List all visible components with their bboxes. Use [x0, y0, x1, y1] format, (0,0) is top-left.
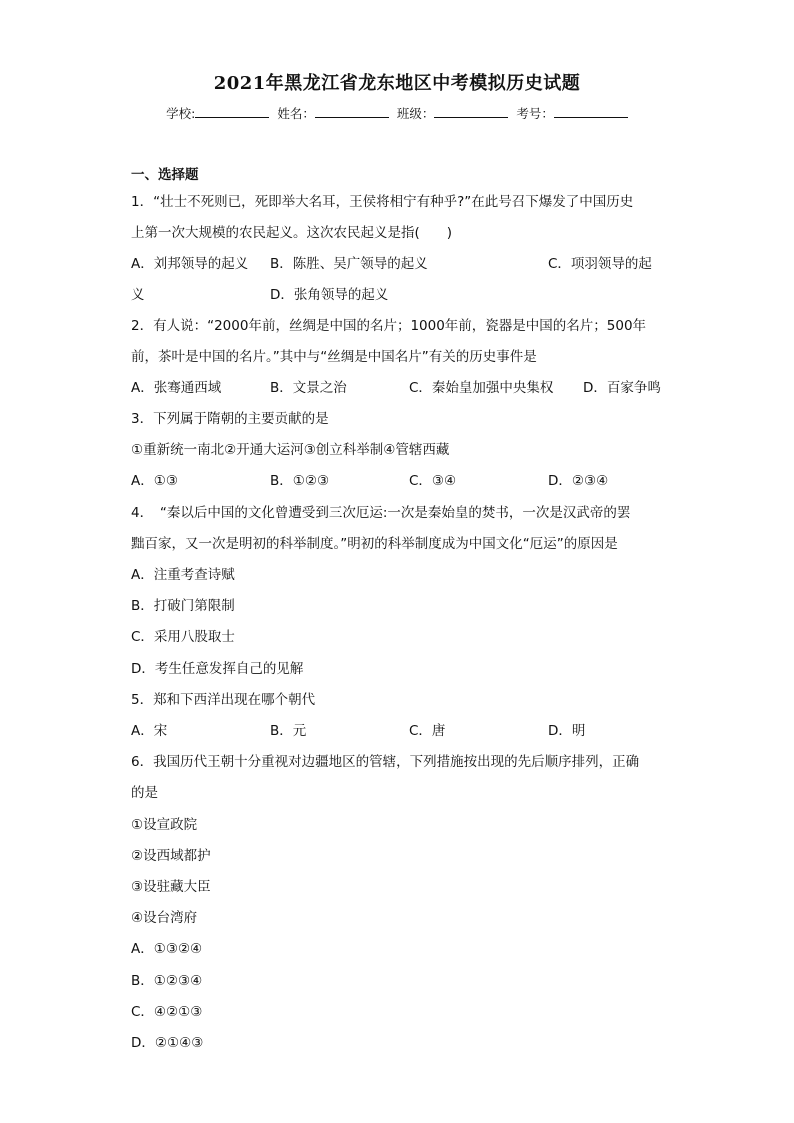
question-6-option-d: D．②①④③	[131, 1035, 204, 1051]
school-label: 学校:	[166, 106, 196, 121]
question-3-option-c: C．③④	[409, 473, 457, 489]
question-4-option-b: B．打破门第限制	[131, 598, 235, 614]
question-6-line-1: 6．我国历代王朝十分重视对边疆地区的管辖，下列措施按出现的先后顺序排列，正确	[131, 754, 640, 770]
question-6-line-2: 的是	[131, 785, 158, 801]
question-1-option-d: D．张角领导的起义	[270, 287, 389, 303]
question-6-item-2: ②设西域都护	[131, 848, 211, 864]
question-3-line-1: 3．下列属于隋朝的主要贡献的是	[131, 411, 329, 427]
question-1-option-c-wrap: 义	[131, 287, 145, 303]
question-4-line-2: 黜百家，又一次是明初的科举制度。”明初的科举制度成为中国文化“厄运”的原因是	[131, 536, 618, 552]
class-blank	[434, 105, 508, 118]
question-4-option-d: D．考生任意发挥自己的见解	[131, 661, 304, 677]
class-label: 班级：	[396, 106, 435, 121]
question-2-option-c: C．秦始皇加强中央集权	[409, 380, 554, 396]
question-2-option-a: A．张骞通西域	[131, 380, 222, 396]
school-blank	[195, 105, 269, 118]
name-blank	[315, 105, 389, 118]
question-4-line-1: 4． “秦以后中国的文化曾遭受到三次厄运:一次是秦始皇的焚书，一次是汉武帝的罢	[131, 505, 631, 521]
question-6-item-4: ④设台湾府	[131, 910, 198, 926]
question-3-option-b: B．①②③	[270, 473, 330, 489]
question-6-item-3: ③设驻藏大臣	[131, 879, 211, 895]
question-5-option-b: B．元	[270, 723, 307, 739]
question-6-option-a: A．①③②④	[131, 941, 203, 957]
exam-number-blank	[554, 105, 628, 118]
section-heading: 一、选择题	[131, 167, 199, 183]
question-2-option-d: D．百家争鸣	[583, 380, 661, 396]
question-2-line-1: 2．有人说：“2000年前，丝绸是中国的名片；1000年前，瓷器是中国的名片；500年	[131, 318, 647, 334]
question-6-item-1: ①设宣政院	[131, 817, 198, 833]
question-2-option-b: B．文景之治	[270, 380, 347, 396]
question-6-option-c: C．④②①③	[131, 1004, 203, 1020]
question-1-line-1: 1．“壮士不死则已，死即举大名耳，王侯将相宁有种乎?”在此号召下爆发了中国历史	[131, 194, 634, 210]
name-label: 姓名：	[277, 106, 315, 121]
question-5-option-a: A．宋	[131, 723, 168, 739]
question-5-option-d: D．明	[548, 723, 586, 739]
question-1-line-2: 上第一次大规模的农民起义。这次农民起义是指( )	[131, 225, 453, 241]
question-4-option-c: C．采用八股取士	[131, 629, 235, 645]
exam-number-label: 考号：	[516, 106, 554, 121]
question-3-option-d: D．②③④	[548, 473, 609, 489]
question-2-line-2: 前，茶叶是中国的名片。”其中与“丝绸是中国名片”有关的历史事件是	[131, 349, 537, 365]
question-1-option-a: A．刘邦领导的起义	[131, 256, 249, 272]
question-5-line-1: 5．郑和下西洋出现在哪个朝代	[131, 692, 316, 708]
student-info-row	[0, 104, 794, 122]
question-6-option-b: B．①②③④	[131, 973, 203, 989]
question-4-option-a: A．注重考查诗赋	[131, 567, 235, 583]
question-5-option-c: C．唐	[409, 723, 446, 739]
exam-title: 2021年黑龙江省龙东地区中考模拟历史试题	[213, 73, 581, 94]
question-3-option-a: A．①③	[131, 473, 178, 489]
question-1-option-c: C．项羽领导的起	[548, 256, 652, 272]
question-1-option-b: B．陈胜、吴广领导的起义	[270, 256, 428, 272]
question-3-line-2: ①重新统一南北②开通大运河③创立科举制④管辖西藏	[131, 442, 450, 458]
